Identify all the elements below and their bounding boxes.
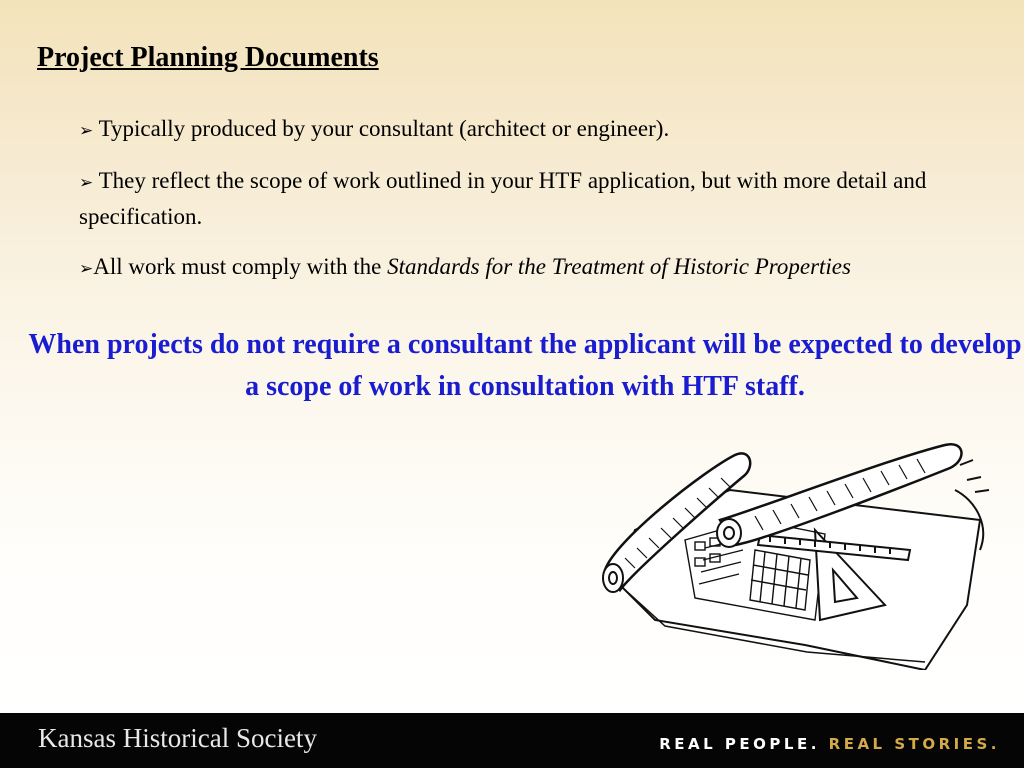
tagline-part1: REAL PEOPLE. xyxy=(659,735,820,753)
footer-bar xyxy=(0,713,1024,768)
organization-logo-text: Kansas Historical Society xyxy=(38,723,317,753)
bullet-text: They reflect the scope of work outlined in your HTF application, but with more detail and specification. xyxy=(79,168,927,229)
bullet-list xyxy=(79,112,979,302)
arrow-bullet-icon: ➢ xyxy=(79,259,94,279)
callout-text: When projects do not require a consultant the applicant will be expected to develop a scope of work in consultation with HTF staff. xyxy=(28,329,1022,402)
bullet-item xyxy=(79,250,979,286)
tagline-part2: REAL STORIES. xyxy=(828,735,1000,753)
bullet-text: All work must comply with the xyxy=(93,254,388,279)
standards-title: Standards for the Treatment of Historic Properties xyxy=(387,254,851,279)
arrow-bullet-icon: ➢ xyxy=(79,173,94,193)
blueprint-rolls-icon xyxy=(595,430,995,670)
bullet-item xyxy=(79,112,979,148)
bullet-text: Typically produced by your consultant (architect or engineer). xyxy=(93,116,670,141)
arrow-bullet-icon: ➢ xyxy=(79,121,94,141)
bullet-item xyxy=(79,164,979,234)
slide-title: Project Planning Documents xyxy=(37,42,379,73)
tagline xyxy=(659,735,1000,753)
